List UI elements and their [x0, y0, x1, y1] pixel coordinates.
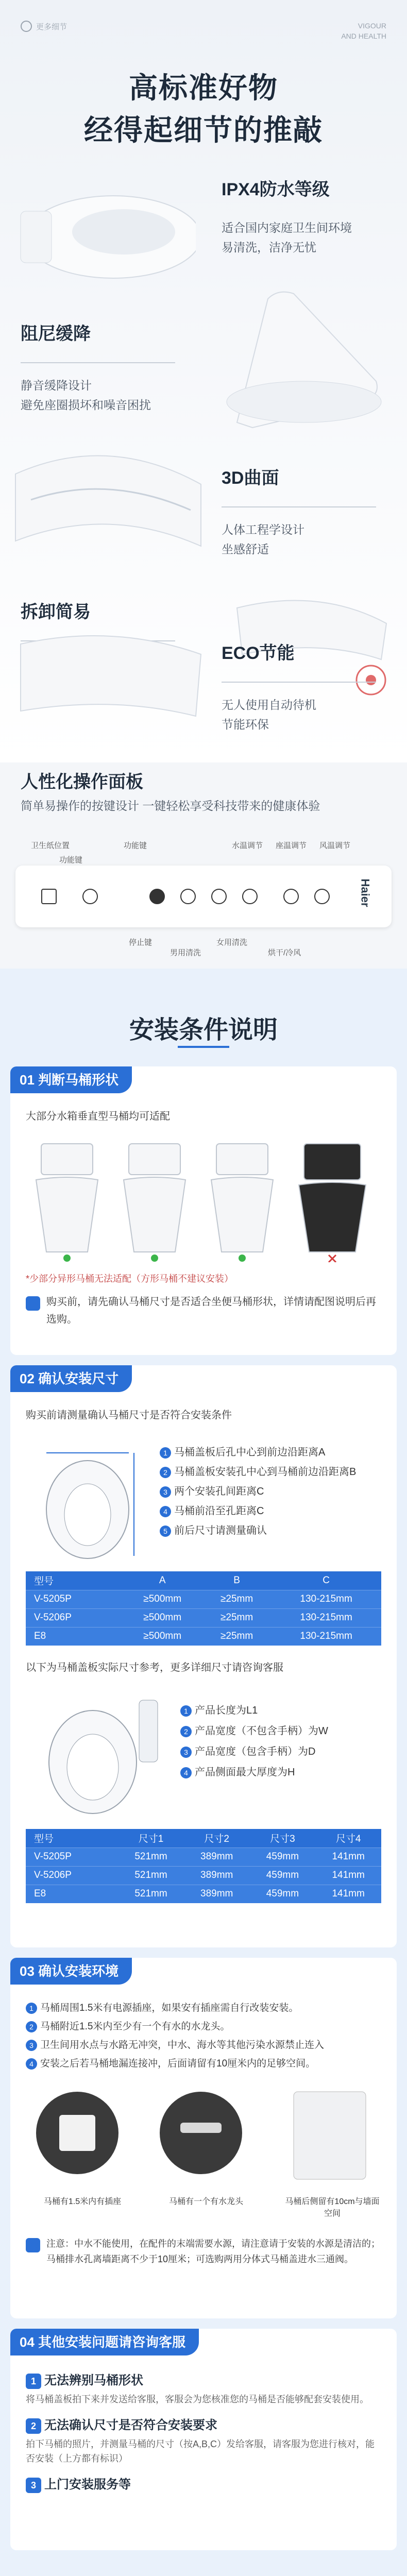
- table-cell: E8: [26, 1885, 118, 1903]
- feature-title: 拆卸简易: [21, 602, 91, 622]
- table-header: 尺寸1: [118, 1829, 184, 1848]
- table-header: 尺寸4: [315, 1829, 381, 1848]
- panel-label: 风温调节: [319, 841, 351, 850]
- env-item: 1 马桶周围1.5米有电源插座，如果安有插座需自行改装安装。: [26, 1999, 386, 2018]
- table-cell: 459mm: [250, 1848, 316, 1866]
- function-button[interactable]: [82, 889, 98, 904]
- panel-title: 人性化操作面板: [21, 772, 143, 792]
- table-cell: 141mm: [315, 1866, 381, 1885]
- table-cell: 389mm: [184, 1885, 250, 1903]
- size-point: 5 前后尺寸请测量确认: [160, 1521, 356, 1540]
- table-cell: 130-215mm: [271, 1627, 381, 1646]
- table-cell: 459mm: [250, 1885, 316, 1903]
- feature-title: 阻尼缓降: [21, 324, 91, 344]
- install-title: 安装条件说明: [129, 1016, 278, 1044]
- panel-label: 卫生纸位置: [31, 841, 70, 850]
- photo-caption: 马桶有1.5米内有插座: [43, 2197, 122, 2206]
- table-cell: ≥25mm: [202, 1608, 271, 1627]
- shape-tip: [26, 1293, 381, 1328]
- card-toilet-shape: [10, 1066, 397, 1355]
- faq-item: 1 无法辨别马桶形状 将马桶盖板拍下来并发送给客服，客服会为您核准您的马桶是否能够配套安装使用。: [26, 2370, 381, 2406]
- feature-text: [222, 639, 392, 734]
- table-header: 尺寸2: [184, 1829, 250, 1848]
- hero-title: [0, 67, 407, 151]
- env-list: [26, 1999, 386, 2073]
- table-cell: 130-215mm: [271, 1590, 381, 1608]
- size-point: 4 马桶前沿至孔距离C: [160, 1501, 356, 1521]
- table-cell: 521mm: [118, 1866, 184, 1885]
- divider: [21, 362, 175, 363]
- table-row: [26, 1885, 381, 1903]
- divider: [222, 506, 376, 507]
- stop-button[interactable]: [149, 889, 165, 904]
- faq-item: 2 无法确认尺寸是否符合安装要求 拍下马桶的照片，并测量马桶的尺寸（按A,B,C）发给客服，请客服为您进行核对，能否安装（上方都有标识）: [26, 2415, 381, 2466]
- card-text: 以下为马桶盖板实际尺寸参考，更多详细尺寸请咨询客服: [26, 1662, 283, 1673]
- seat-image-eco: [10, 623, 206, 757]
- env-tip-text: 注意：中水不能使用，在配件的末端需要水源，请注意请于安装的水源是清洁的；马桶排水孔离墙距离不少于10厘米；可选购两用分体式马桶盖进水三通阀。: [46, 2239, 380, 2264]
- size-point: 2 马桶盖板安装孔中心到马桶前边沿距离B: [160, 1462, 356, 1482]
- dimension-points: [180, 1700, 328, 1783]
- seat-temp-button[interactable]: [314, 889, 330, 904]
- feature-text: [222, 175, 392, 257]
- faq-item: 3 上门安装服务等: [26, 2474, 381, 2493]
- table-cell: V-5205P: [26, 1590, 122, 1608]
- title-underline: [178, 1046, 229, 1048]
- env-photos: [31, 2087, 376, 2190]
- table-row: [26, 1590, 381, 1608]
- photo-caption: 马桶有一个有水龙头: [168, 2197, 243, 2206]
- hero-title-line1: 高标准好物: [129, 72, 278, 104]
- dim-point: 4 产品侧面最大厚度为H: [180, 1762, 328, 1783]
- panel-label: 功能键: [124, 841, 147, 850]
- table-cell: 521mm: [118, 1885, 184, 1903]
- feature-desc-line2: 节能环保: [222, 718, 269, 731]
- table-cell: ≥500mm: [122, 1590, 202, 1608]
- feature-desc-line1: 适合国内家庭卫生间环境: [222, 221, 352, 234]
- brand-right-line1: VIGOUR: [358, 22, 386, 30]
- card-install-size: [10, 1365, 397, 1947]
- seat-image-damping: [206, 278, 397, 433]
- card-tag: 04 其他安装问题请咨询客服: [10, 2329, 199, 2355]
- feature-desc-line1: 人体工程学设计: [222, 523, 304, 536]
- table-header: 尺寸3: [250, 1829, 316, 1848]
- card-tag: 01 判断马桶形状: [10, 1066, 132, 1093]
- hero-top-bar: [21, 21, 386, 41]
- table-header: C: [271, 1571, 381, 1590]
- table-header: A: [122, 1571, 202, 1590]
- card-text: 大部分水箱垂直型马桶均可适配: [26, 1111, 170, 1122]
- table-cell: V-5206P: [26, 1866, 118, 1885]
- card-text: 购买前请测量确认马桶尺寸是否符合安装条件: [26, 1410, 232, 1421]
- female-wash-button[interactable]: [211, 889, 227, 904]
- dry-button[interactable]: [242, 889, 258, 904]
- shape-tip-text: 购买前，请先确认马桶尺寸是否适合坐便马桶形状，详情请配图说明后再选购。: [46, 1296, 376, 1325]
- seat-measure-diagram: [31, 1437, 144, 1561]
- panel-desc: 简单易操作的按键设计 一键轻松享受科技带来的健康体验: [21, 799, 320, 812]
- panel-label: 男用清洗: [170, 948, 201, 957]
- seat-image-3d: [10, 443, 206, 577]
- table-cell: 459mm: [250, 1866, 316, 1885]
- panel-label: 座温调节: [276, 841, 307, 850]
- card-contact-service: [10, 2329, 397, 2550]
- feature-desc-line2: 坐感舒适: [222, 543, 269, 556]
- env-item: 3 卫生间用水点与水路无冲突，中水、海水等其他污染水源禁止连入: [26, 2036, 386, 2055]
- table-cell: 130-215mm: [271, 1608, 381, 1627]
- table-header: 型号: [26, 1571, 122, 1590]
- panel-label: 停止键: [129, 938, 152, 947]
- tissue-button[interactable]: [41, 889, 57, 904]
- size-point: 1 马桶盖板后孔中心到前边沿距离A: [160, 1443, 356, 1462]
- faq-list: [26, 2370, 381, 2493]
- dim-point: 3 产品宽度（包含手柄）为D: [180, 1741, 328, 1762]
- table-cell: 521mm: [118, 1848, 184, 1866]
- male-wash-button[interactable]: [180, 889, 196, 904]
- size-table-1: [26, 1571, 381, 1646]
- card-install-env: [10, 1958, 397, 2318]
- faq-title: 上门安装服务等: [44, 2478, 131, 2492]
- shape-note: *少部分异形马桶无法适配（方形马桶不建议安装）: [26, 1274, 234, 1284]
- table-header-row: [26, 1571, 381, 1590]
- table-header-row: [26, 1829, 381, 1848]
- feature-desc-line2: 避免座圈损坏和噪音困扰: [21, 398, 151, 412]
- brand-logo-icon: [21, 21, 32, 32]
- card-tag: 02 确认安装尺寸: [10, 1365, 132, 1392]
- brand-right-line2: AND HEALTH: [341, 32, 386, 40]
- table-row: [26, 1848, 381, 1866]
- feature-desc-line1: 无人使用自动待机: [222, 698, 316, 711]
- brand-small-text: 更多细节: [36, 22, 67, 31]
- feature-desc-line2: 易清洗，洁净无忧: [222, 241, 316, 254]
- table-cell: 389mm: [184, 1848, 250, 1866]
- panel-label: 女用清洗: [216, 938, 248, 947]
- dim-point: 2 产品宽度（不包含手柄）为W: [180, 1721, 328, 1741]
- table-cell: ≥500mm: [122, 1608, 202, 1627]
- panel-label: 烘干/冷风: [268, 948, 301, 957]
- hero-title-line2: 经得起细节的推敲: [84, 114, 323, 146]
- feature-text: [21, 319, 191, 415]
- panel-label: 功能键: [59, 856, 83, 865]
- table-cell: 141mm: [315, 1848, 381, 1866]
- env-item: 4 安装之后若马桶地漏连接冲，后面请留有10厘米内的足够空间。: [26, 2055, 386, 2073]
- env-item: 2 马桶附近1.5米内至少有一个有水的水龙头。: [26, 2018, 386, 2036]
- table-header: 型号: [26, 1829, 118, 1848]
- env-tip: [26, 2236, 381, 2267]
- feature-damping: [0, 299, 407, 448]
- table-row: [26, 1608, 381, 1627]
- table-cell: 141mm: [315, 1885, 381, 1903]
- table-cell: 389mm: [184, 1866, 250, 1885]
- control-panel-section: [0, 762, 407, 969]
- brand-right: [341, 21, 386, 41]
- table-cell: V-5206P: [26, 1608, 122, 1627]
- seat-dimension-diagram: [31, 1690, 165, 1819]
- brand-logo: Haier: [359, 878, 372, 907]
- feature-title: IPX4防水等级: [222, 180, 330, 199]
- size-table-2: [26, 1829, 381, 1903]
- faq-desc: 将马桶盖板拍下来并发送给客服，客服会为您核准您的马桶是否能够配套安装使用。: [26, 2394, 369, 2404]
- divider: [222, 682, 376, 683]
- feature-text: [222, 464, 392, 559]
- photo-caption: 马桶后侧留有10cm与墙面空间: [285, 2197, 380, 2218]
- feature-desc-line1: 静音缓降设计: [21, 379, 92, 392]
- water-temp-button[interactable]: [283, 889, 299, 904]
- panel-label: 水温调节: [232, 841, 263, 850]
- table-cell: E8: [26, 1627, 122, 1646]
- toilet-shapes-image: [26, 1139, 381, 1262]
- table-cell: ≥25mm: [202, 1590, 271, 1608]
- feature-title: ECO节能: [222, 643, 295, 663]
- brand-left: [21, 21, 67, 32]
- install-section: [0, 969, 407, 2576]
- table-row: [26, 1627, 381, 1646]
- faq-title: 无法辨别马桶形状: [44, 2374, 143, 2387]
- size-points: [160, 1443, 356, 1540]
- faq-title: 无法确认尺寸是否符合安装要求: [44, 2418, 217, 2432]
- table-cell: V-5205P: [26, 1848, 118, 1866]
- feature-eco: [0, 634, 407, 762]
- checklist-icon: [26, 2238, 40, 2252]
- feature-title: 3D曲面: [222, 468, 279, 488]
- control-panel: [15, 866, 392, 927]
- feature-3d-surface: [0, 443, 407, 592]
- table-header: B: [202, 1571, 271, 1590]
- table-row: [26, 1866, 381, 1885]
- size-point: 3 两个安装孔间距离C: [160, 1482, 356, 1501]
- checklist-icon: [26, 1296, 40, 1311]
- dim-point: 1 产品长度为L1: [180, 1700, 328, 1721]
- table-cell: ≥25mm: [202, 1627, 271, 1646]
- faq-desc: 拍下马桶的照片，并测量马桶的尺寸（按A,B,C）发给客服，请客服为您进行核对，能否安装（上方都有标识）: [26, 2439, 375, 2464]
- table-cell: ≥500mm: [122, 1627, 202, 1646]
- card-tag: 03 确认安装环境: [10, 1958, 132, 1985]
- seat-image-ipx4: [10, 160, 196, 294]
